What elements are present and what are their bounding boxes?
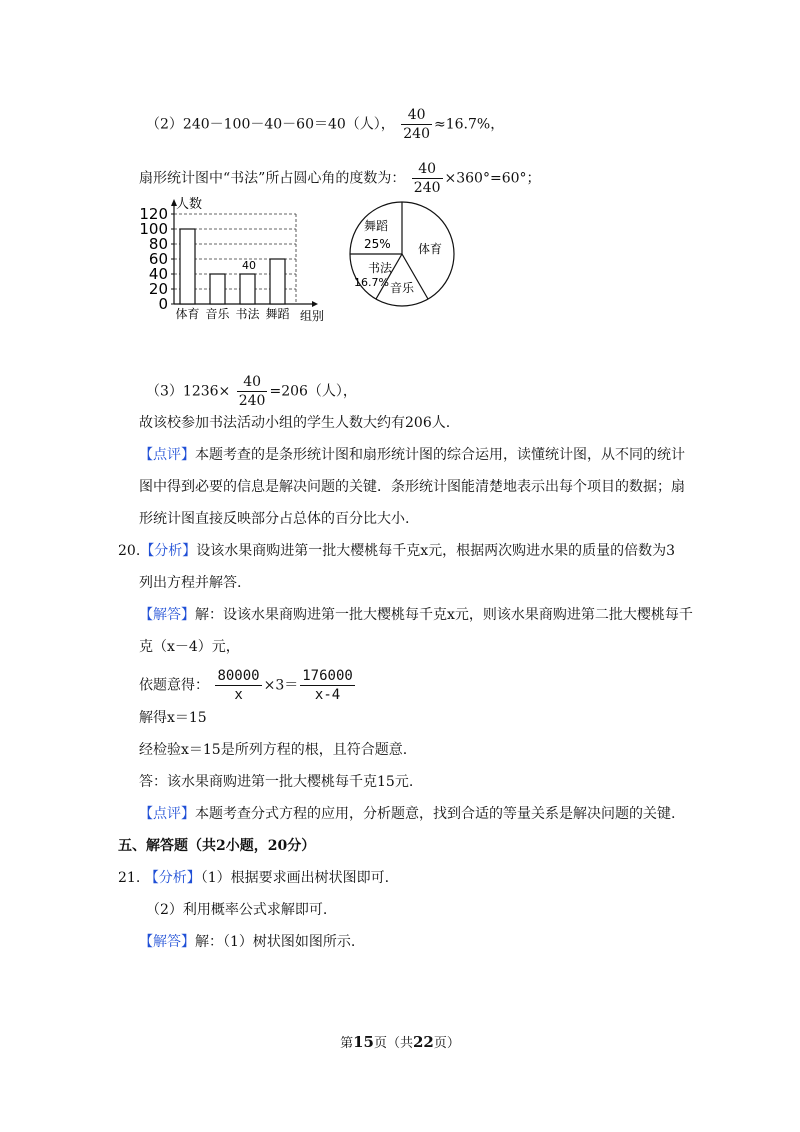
part2-result: ≈16.7%， — [434, 116, 505, 133]
pie-slice-label-music: 音乐 — [390, 281, 415, 295]
q20-solution-text1: 解：设该水果商购进第一批大樱桃每千克x元，则该水果商购进第二批大樱桃每千 — [195, 607, 693, 623]
q20-number: 20. — [118, 543, 141, 559]
bar-category-label-3: 舞蹈 — [265, 307, 290, 321]
bar-1 — [210, 274, 225, 304]
part3-frac-num: 40 — [237, 373, 268, 392]
footer-mid: 页（共 — [373, 1036, 413, 1051]
comment19-line2: 图中得到必要的信息是解决问题的关键．条形统计图能清楚地表示出每个项目的数据；扇 — [139, 479, 685, 495]
q20-eq-frac1-den: x — [234, 687, 243, 703]
pie-chart — [340, 200, 464, 308]
q20-equation-lead: 依题意得： — [139, 677, 209, 694]
comment19-line1 — [139, 445, 685, 465]
pie-angle-result: ×360°=60°； — [444, 170, 541, 187]
part2-fraction — [401, 106, 432, 143]
q20-analysis-text1: 设该水果商购进第一批大樱桃每千克x元，根据两次购进水果的质量的倍数为3 — [196, 543, 676, 559]
q20-eq-frac1 — [215, 667, 261, 704]
bar-0 — [180, 229, 195, 304]
bar-ytick-label-0: 0 — [158, 295, 168, 313]
bar-ylabel: 人数 — [176, 197, 203, 212]
bar-ytick-label-4: 80 — [148, 235, 168, 253]
bar-category-label-0: 体育 — [175, 307, 200, 321]
pie-slice-label-sports: 体育 — [418, 242, 443, 256]
q20-comment-tag: 【点评】 — [139, 806, 195, 822]
q20-eq-frac2 — [300, 667, 355, 704]
part2-expr: 240－100－40－60＝40（人）， — [182, 116, 395, 133]
bar-xlabel: 组别 — [300, 309, 325, 323]
footer-page: 15 — [353, 1033, 374, 1051]
bar-ytick-label-3: 60 — [148, 250, 168, 268]
part2-frac-num: 40 — [401, 106, 432, 125]
part2-label: （2） — [146, 116, 183, 133]
q20-eq-mid: ×3＝ — [263, 677, 299, 694]
footer-post: 页） — [433, 1036, 460, 1051]
q20-eq-frac1-num: 80000 — [217, 668, 260, 684]
pie-slice-label-dance: 舞蹈 — [364, 219, 389, 233]
q21-solution-tag: 【解答】 — [139, 934, 195, 950]
bar-ytick-label-6: 120 — [139, 205, 168, 223]
part3-lead: 1236× — [182, 383, 231, 400]
bar-3 — [270, 259, 285, 304]
q21-analysis2: （2）利用概率公式求解即可. — [146, 902, 328, 918]
bar-category-label-1: 音乐 — [205, 307, 230, 321]
q20-solution-tag: 【解答】 — [139, 607, 195, 623]
comment19-line3: 形统计图直接反映部分占总体的百分比大小. — [139, 511, 410, 527]
q20-check: 经检验x＝15是所列方程的根，且符合题意. — [139, 742, 408, 758]
conclusion-text: 故该校参加书法活动小组的学生人数大约有206人. — [139, 415, 451, 431]
bar-category-label-2: 书法 — [235, 307, 260, 321]
q20-comment-line — [139, 804, 675, 824]
q20-analysis-line1 — [118, 541, 675, 561]
footer-pre: 第 — [340, 1036, 354, 1051]
section5-heading: 五、解答题（共2小题，20分） — [118, 838, 316, 854]
q20-comment-text: 本题考查分式方程的应用，分析题意，找到合适的等量关系是解决问题的关键. — [195, 806, 676, 822]
bar-2 — [240, 274, 255, 304]
q20-solution-line2: 克（x－4）元， — [139, 639, 240, 655]
q21-number: 21. — [118, 870, 141, 886]
q20-solution-line1 — [139, 605, 693, 625]
q20-analysis-line2: 列出方程并解答. — [139, 575, 242, 591]
footer-total: 22 — [413, 1033, 434, 1051]
pie-slice-pct-dance: 25% — [364, 237, 391, 251]
bar-x-axis-arrow — [312, 301, 318, 307]
bar-ytick-label-2: 40 — [148, 265, 168, 283]
part2-line — [146, 106, 504, 143]
pie-angle-frac-num: 40 — [412, 160, 443, 179]
part3-label: （3） — [146, 383, 183, 400]
bar-chart — [138, 196, 338, 324]
comment19-tag: 【点评】 — [139, 447, 195, 463]
q20-equation-line — [139, 667, 357, 704]
part3-frac-den: 240 — [238, 393, 266, 409]
pie-slice-label-calligraphy: 书法 — [368, 261, 393, 275]
q21-solution-text: 解：（1）树状图如图所示. — [195, 934, 356, 950]
q21-solution-line — [139, 932, 355, 952]
bar-data-label: 40 — [242, 259, 256, 272]
q20-analysis-tag: 【分析】 — [140, 543, 197, 559]
q20-eq-frac2-den: x-4 — [314, 687, 341, 703]
part2-frac-den: 240 — [403, 126, 430, 142]
part3-line — [146, 373, 357, 410]
pie-angle-fraction — [412, 160, 443, 197]
q21-analysis-line — [118, 868, 389, 888]
q21-analysis1: （1）根据要求画出树状图即可. — [200, 870, 390, 886]
pie-slice-pct-calligraphy: 16.7% — [354, 276, 389, 289]
page-footer — [0, 1032, 800, 1051]
q20-answer: 答：该水果商购进第一批大樱桃每千克15元. — [139, 774, 414, 790]
pie-angle-text: 扇形统计图中“书法”所占圆心角的度数为： — [139, 170, 406, 187]
q20-solve: 解得x＝15 — [139, 710, 207, 726]
part3-fraction — [237, 373, 268, 410]
q21-analysis-tag: 【分析】 — [144, 870, 201, 886]
q20-eq-frac2-num: 176000 — [302, 668, 353, 684]
bar-ytick-label-5: 100 — [139, 220, 168, 238]
pie-angle-frac-den: 240 — [413, 180, 441, 196]
part3-result: =206（人）， — [269, 383, 357, 400]
bar-ytick-label-1: 20 — [148, 280, 168, 298]
pie-angle-line — [139, 160, 541, 197]
comment19-text1: 本题考查的是条形统计图和扇形统计图的综合运用，读懂统计图，从不同的统计 — [195, 447, 685, 463]
